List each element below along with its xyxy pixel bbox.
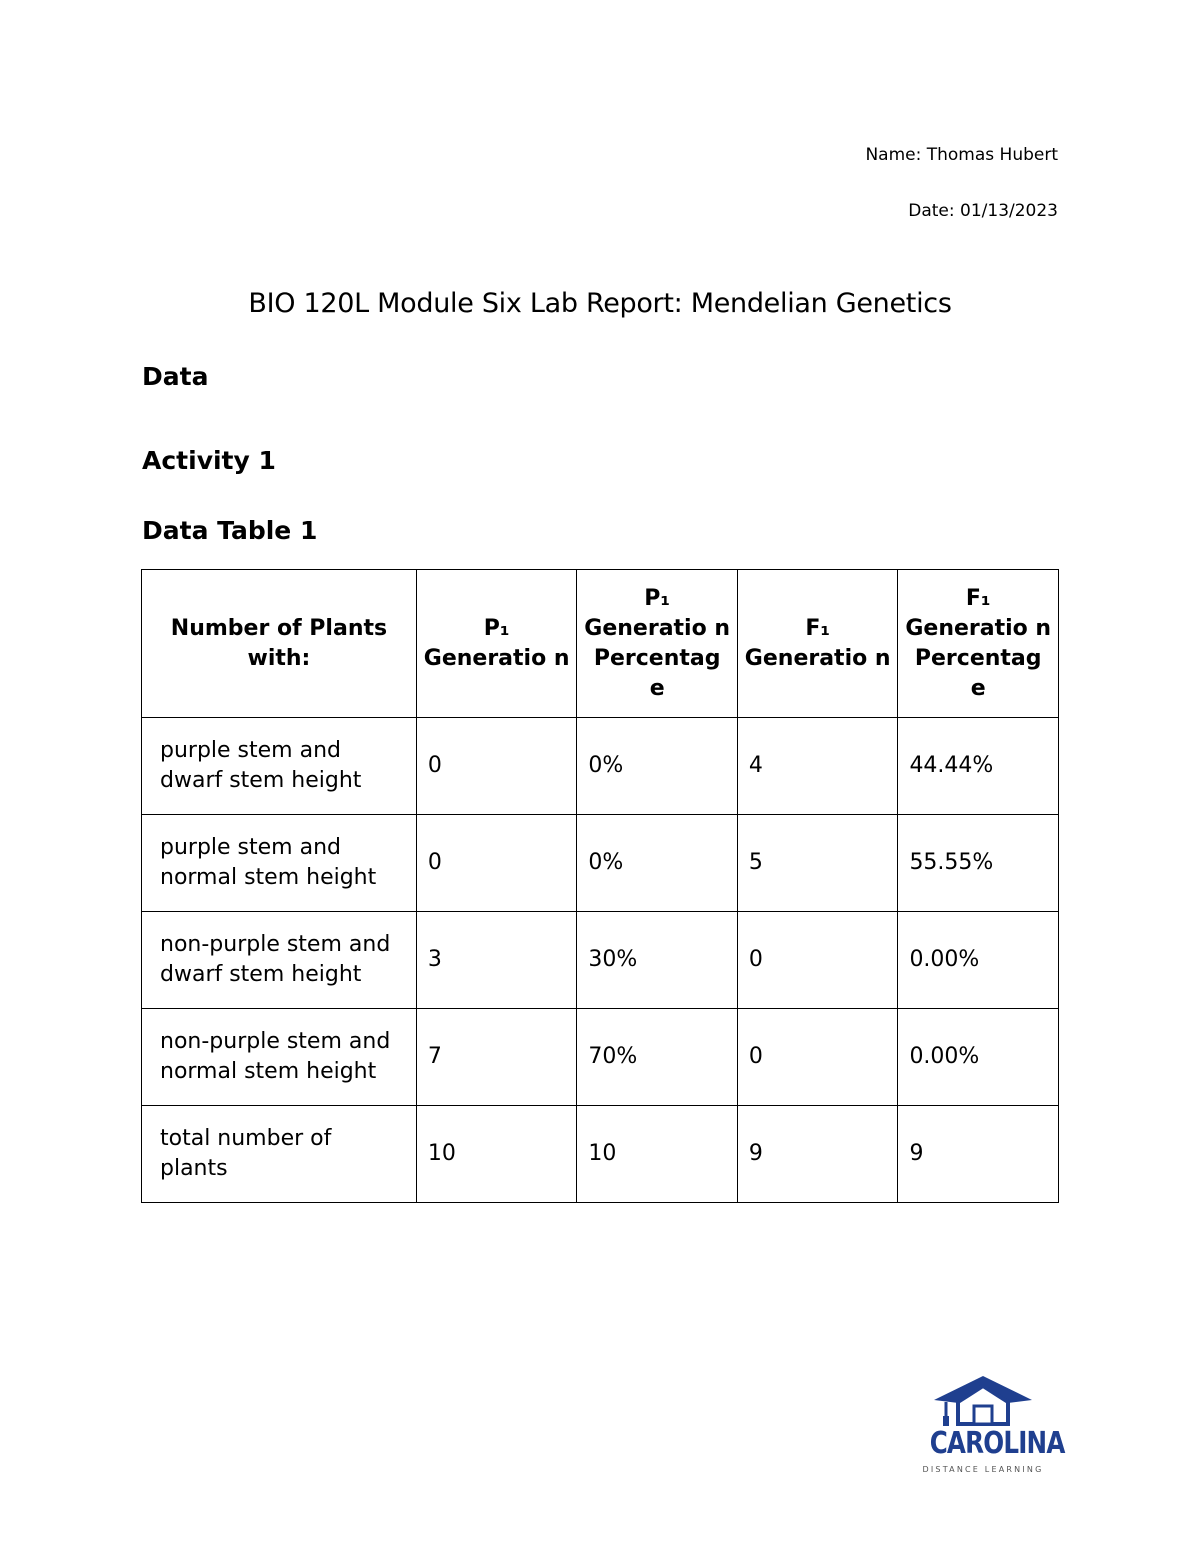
cell-p1-percent: 70% — [577, 1009, 738, 1106]
header-f1-generation: F₁ Generatio n — [737, 570, 898, 718]
logo-subtitle: DISTANCE LEARNING — [922, 1465, 1044, 1474]
cell-p1-percent: 10 — [577, 1106, 738, 1203]
cell-p1-count: 3 — [416, 912, 577, 1009]
header-number-of-plants: Number of Plants with: — [142, 570, 417, 718]
cell-f1-percent: 55.55% — [898, 815, 1059, 912]
cell-f1-count: 0 — [737, 1009, 898, 1106]
cell-f1-percent: 9 — [898, 1106, 1059, 1203]
cell-p1-percent: 0% — [577, 718, 738, 815]
row-label: total number of plants — [142, 1106, 417, 1203]
section-heading-data: Data — [142, 362, 209, 391]
row-label: purple stem and normal stem height — [142, 815, 417, 912]
cell-p1-percent: 0% — [577, 815, 738, 912]
cell-f1-count: 9 — [737, 1106, 898, 1203]
header-f1-percentage: F₁ Generatio n Percentag e — [898, 570, 1059, 718]
header-p1-percentage: P₁ Generatio n Percentag e — [577, 570, 738, 718]
table-title: Data Table 1 — [142, 516, 318, 545]
cell-p1-count: 0 — [416, 815, 577, 912]
cell-f1-percent: 0.00% — [898, 1009, 1059, 1106]
data-table-1 — [141, 569, 1059, 1203]
cell-f1-count: 5 — [737, 815, 898, 912]
table-row — [142, 1106, 1059, 1203]
cell-p1-count: 7 — [416, 1009, 577, 1106]
row-label: non-purple stem and normal stem height — [142, 1009, 417, 1106]
cell-f1-percent: 0.00% — [898, 912, 1059, 1009]
section-heading-activity: Activity 1 — [142, 446, 276, 475]
logo-wordmark: CAROLINA — [929, 1426, 1065, 1461]
report-date: Date: 01/13/2023 — [908, 201, 1058, 221]
cell-p1-count: 10 — [416, 1106, 577, 1203]
table-header-row — [142, 570, 1059, 718]
cell-p1-percent: 30% — [577, 912, 738, 1009]
cell-f1-count: 4 — [737, 718, 898, 815]
cell-p1-count: 0 — [416, 718, 577, 815]
table-row — [142, 912, 1059, 1009]
header-p1-generation: P₁ Generatio n — [416, 570, 577, 718]
cell-f1-percent: 44.44% — [898, 718, 1059, 815]
graduation-cap-house-icon — [918, 1372, 1048, 1432]
table-row — [142, 718, 1059, 815]
cell-f1-count: 0 — [737, 912, 898, 1009]
student-name: Name: Thomas Hubert — [865, 145, 1058, 165]
document-title: BIO 120L Module Six Lab Report: Mendelian Genetics — [248, 288, 952, 319]
row-label: purple stem and dwarf stem height — [142, 718, 417, 815]
carolina-logo — [918, 1372, 1065, 1482]
table-row — [142, 815, 1059, 912]
row-label: non-purple stem and dwarf stem height — [142, 912, 417, 1009]
table-row — [142, 1009, 1059, 1106]
